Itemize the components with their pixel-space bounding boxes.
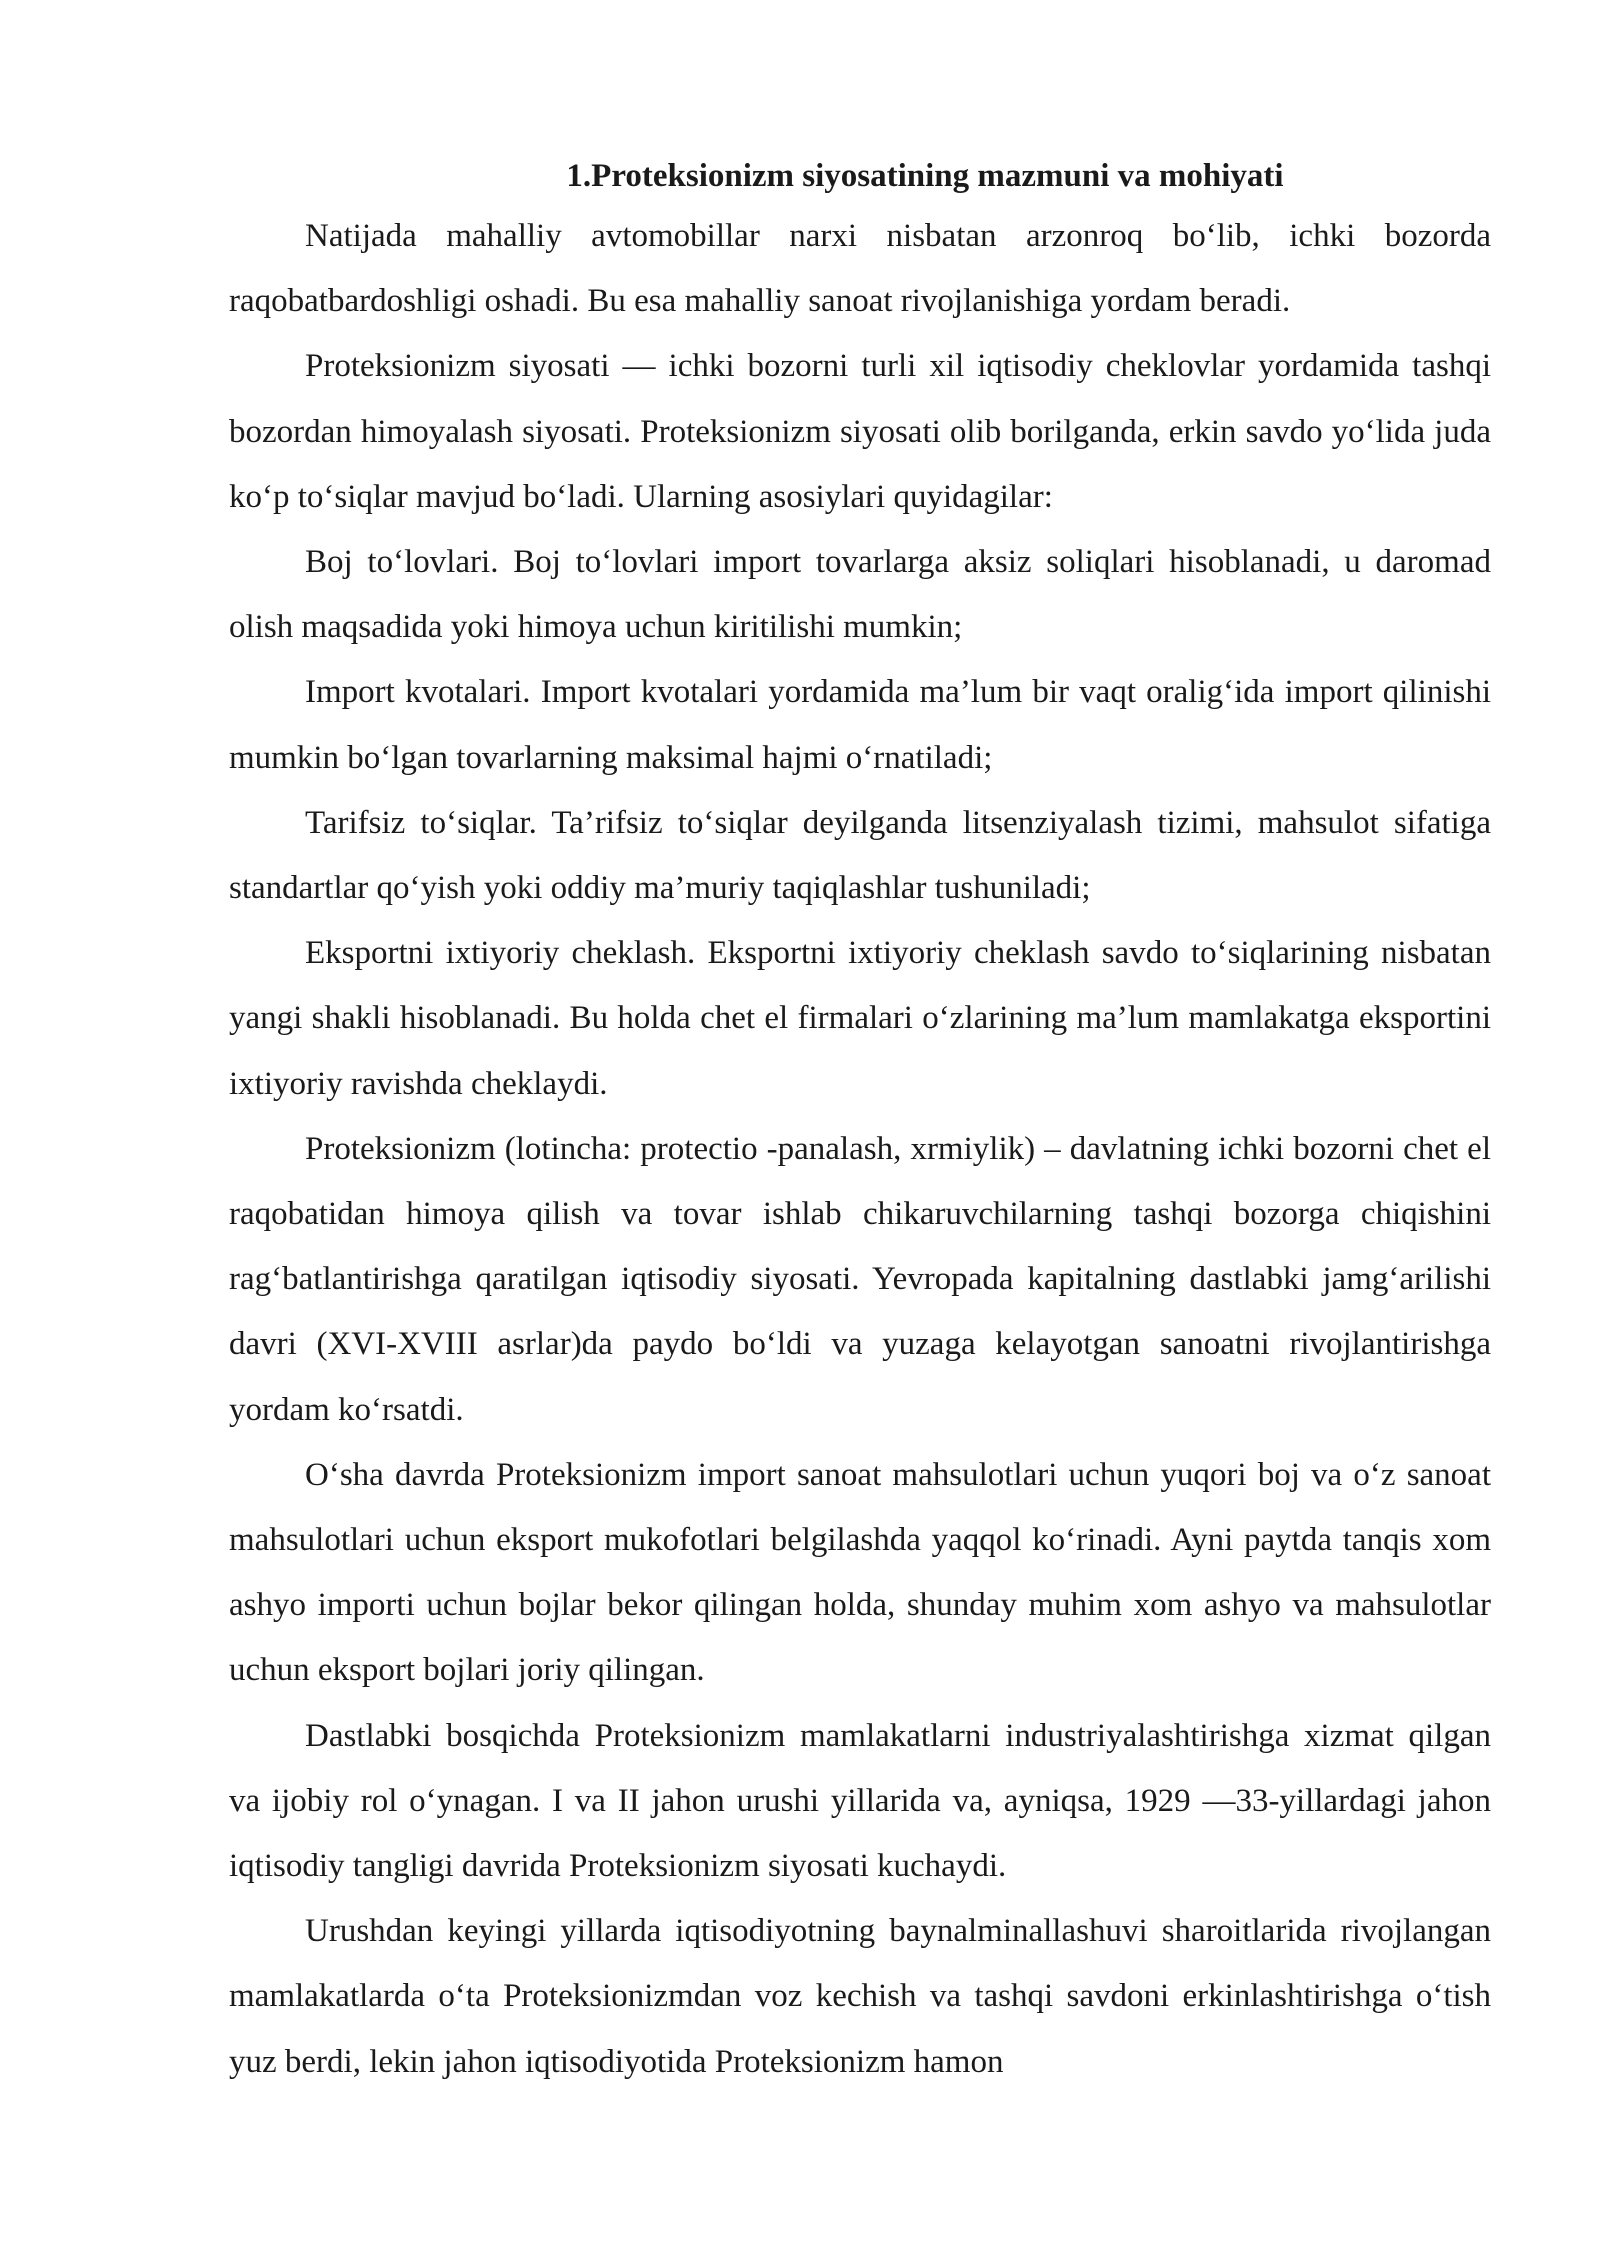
paragraph-import-quotas: Import kvotalari. Import kvotalari yordamida ma’lum bir vaqt oralig‘ida import qilinishi mumkin bo‘lgan tovarlarning maksimal hajmi o‘rnatiladi; — [229, 674, 1491, 776]
paragraph-customs-duties: Boj to‘lovlari. Boj to‘lovlari import tovarlarga aksiz soliqlari hisoblanadi, u daromad olish maqsadida yoki himoya uchun kiritilishi mumkin; — [229, 544, 1491, 646]
paragraph-postwar: Urushdan keyingi yillarda iqtisodiyotning baynalminallashuvi sharoitlarida rivojlangan mamlakatlarda o‘ta Proteksionizmdan voz kechish va tashqi savdoni erkinlashtirishga o‘tish yuz berdi, lekin jahon iqtisodiyotida Proteksionizm hamon — [229, 1913, 1491, 2080]
section-title: 1.Proteksionizm siyosatining mazmuni va mohiyati — [566, 158, 1284, 194]
paragraph-definition: Proteksionizm siyosati — ichki bozorni turli xil iqtisodiy cheklovlar yordamida tashqi bozordan himoyalash siyosati. Proteksionizm siyosati olib borilganda, erkin savdo yo‘lida juda ko‘p to‘siqlar mavjud bo‘ladi. Ularning asosiylari quyidagilar: — [229, 348, 1491, 515]
document-page — [229, 148, 1491, 2095]
paragraph-intro: Natijada mahalliy avtomobillar narxi nisbatan arzonroq bo‘lib, ichki bozorda raqobatbardoshligi oshadi. Bu esa mahalliy sanoat rivojlanishiga yordam beradi. — [229, 218, 1491, 320]
paragraph-export-restraint: Eksportni ixtiyoriy cheklash. Eksportni ixtiyoriy cheklash savdo to‘siqlarining nisbatan yangi shakli hisoblanadi. Bu holda chet el firmalari o‘zlarining ma’lum mamlakatga eksportini ixtiyoriy ravishda cheklaydi. — [229, 935, 1491, 1102]
paragraph-early-period: O‘sha davrda Proteksionizm import sanoat mahsulotlari uchun yuqori boj va o‘z sanoat mahsulotlari uchun eksport mukofotlari belgilashda yaqqol ko‘rinadi. Ayni paytda tanqis xom ashyo importi uchun bojlar bekor qilingan holda, shunday muhim xom ashyo va mahsulotlar uchun eksport bojlari joriy qilingan. — [229, 1456, 1491, 1689]
paragraph-protectionism-origin: Proteksionizm (lotincha: protectio -panalash, xrmiylik) – davlatning ichki bozorni chet el raqobatidan himoya qilish va tovar ishlab chikaruvchilarning tashqi bozorga chiqishini rag‘batlantirishga qaratilgan iqtisodiy siyosati. Yevropada kapitalning dastlabki jamg‘arilishi davri (XVI-XVIII asrlar)da paydo bo‘ldi va yuzaga kelayotgan sanoatni rivojlantirishga yordam ko‘rsatdi. — [229, 1130, 1491, 1428]
paragraph-industrialization: Dastlabki bosqichda Proteksionizm mamlakatlarni industriyalashtirishga xizmat qilgan va ijobiy rol o‘ynagan. I va II jahon urushi yillarida va, ayniqsa, 1929 —33-yillardagi jahon iqtisodiy tangligi davrida Proteksionizm siyosati kuchaydi. — [229, 1717, 1491, 1885]
paragraph-non-tariff-barriers: Tarifsiz to‘siqlar. Ta’rifsiz to‘siqlar deyilganda litsenziyalash tizimi, mahsulot sifatiga standartlar qo‘yish yoki oddiy ma’muriy taqiqlashlar tushuniladi; — [229, 804, 1491, 907]
